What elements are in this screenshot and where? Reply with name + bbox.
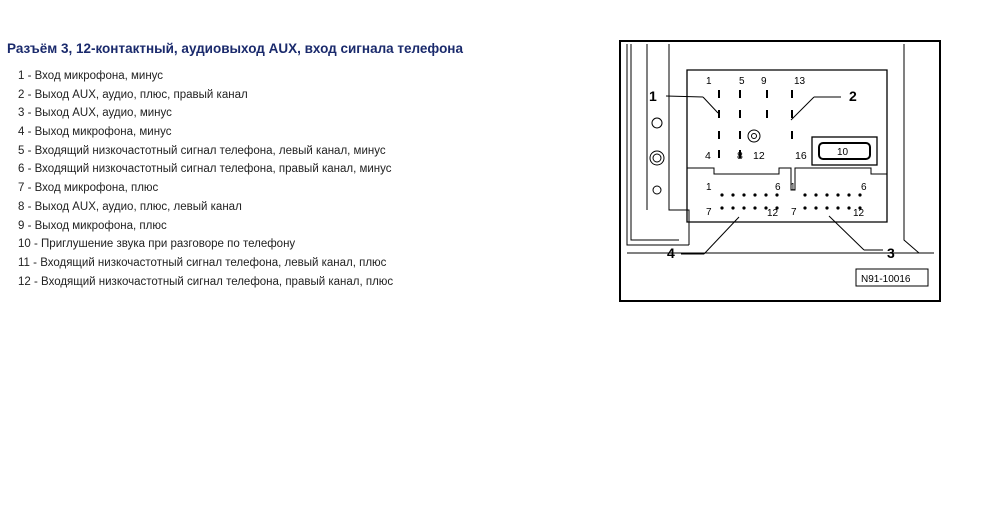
pin-label-16: 16 xyxy=(795,150,807,162)
power-pin-label: 10 xyxy=(837,147,849,158)
pin-description: Выход микрофона, минус xyxy=(34,126,172,139)
connector-diagram xyxy=(619,40,941,302)
pin-label-1: 1 xyxy=(706,76,712,87)
callout-3: 3 xyxy=(887,245,895,261)
pin-description: Вход микрофона, минус xyxy=(34,70,164,82)
pin-number: 3 - xyxy=(18,107,35,119)
pin-description: Вход микрофона, плюс xyxy=(34,182,159,195)
pin-item xyxy=(18,67,393,86)
page-title: Разъём 3, 12-контактный, аудиовыход AUX, вход сигнала телефона xyxy=(7,41,463,56)
pin-description: Входящий низкочастотный сигнал телефона, правый канал, минус xyxy=(34,163,392,176)
pin-label-5: 5 xyxy=(739,76,745,87)
pin-number: 1 - xyxy=(18,70,35,82)
pin-list xyxy=(18,67,393,291)
pin-description: Входящий низкочастотный сигнал телефона, правый канал, плюс xyxy=(41,275,394,288)
pin-label-9: 9 xyxy=(761,76,767,87)
pin-item xyxy=(18,142,393,161)
callout-4: 4 xyxy=(667,245,675,261)
pin-item xyxy=(18,217,393,236)
pin-description: Входящий низкочастотный сигнал телефона, левый канал, минус xyxy=(34,144,386,157)
pin-number: 12 - xyxy=(18,276,41,288)
pin-description: Приглушение звука при разговоре по телефону xyxy=(41,238,296,251)
pin-description: Выход AUX, аудио, плюс, левый канал xyxy=(34,200,242,213)
pin-number: 8 - xyxy=(18,201,35,213)
pin-number: 2 - xyxy=(18,89,35,101)
lower-right-label-7: 7 xyxy=(791,207,797,218)
pin-number: 4 - xyxy=(18,126,35,138)
diagram-code: N91-10016 xyxy=(861,274,911,285)
pin-item xyxy=(18,123,393,142)
pin-item xyxy=(18,198,393,217)
pin-number: 9 - xyxy=(18,220,35,232)
pin-number: 7 - xyxy=(18,182,35,194)
diagram-frame xyxy=(620,41,940,301)
pin-number: 11 - xyxy=(18,257,40,269)
pin-item xyxy=(18,254,393,273)
pin-item xyxy=(18,104,393,123)
pin-label-13: 13 xyxy=(794,76,806,87)
callout-2: 2 xyxy=(849,88,857,104)
lower-left-label-7: 7 xyxy=(706,207,712,218)
lower-left-label-6: 6 xyxy=(775,182,781,193)
pin-description: Выход AUX, аудио, плюс, правый канал xyxy=(34,88,248,101)
lower-right-label-6: 6 xyxy=(861,182,867,193)
pin-item xyxy=(18,86,393,105)
pin-description: Входящий низкочастотный сигнал телефона, левый канал, плюс xyxy=(40,256,387,269)
pin-label-12: 12 xyxy=(753,150,765,162)
pin-item xyxy=(18,235,393,254)
pin-description: Выход AUX, аудио, минус xyxy=(34,107,172,120)
pin-number: 5 - xyxy=(18,145,35,157)
pin-item xyxy=(18,273,393,292)
pin-description: Выход микрофона, плюс xyxy=(34,219,167,232)
pin-item xyxy=(18,179,393,198)
pin-label-8: 8 xyxy=(737,150,743,162)
lower-left-label-1: 1 xyxy=(706,182,712,193)
pin-item xyxy=(18,160,393,179)
lower-right-label-12: 12 xyxy=(853,208,865,219)
lower-left-label-12: 12 xyxy=(767,208,779,219)
pin-number: 6 - xyxy=(18,163,35,175)
pin-number: 10 - xyxy=(18,238,41,250)
pin-label-4: 4 xyxy=(705,150,711,162)
callout-1: 1 xyxy=(649,88,657,104)
lower-right-label-1: 1 xyxy=(790,182,796,193)
